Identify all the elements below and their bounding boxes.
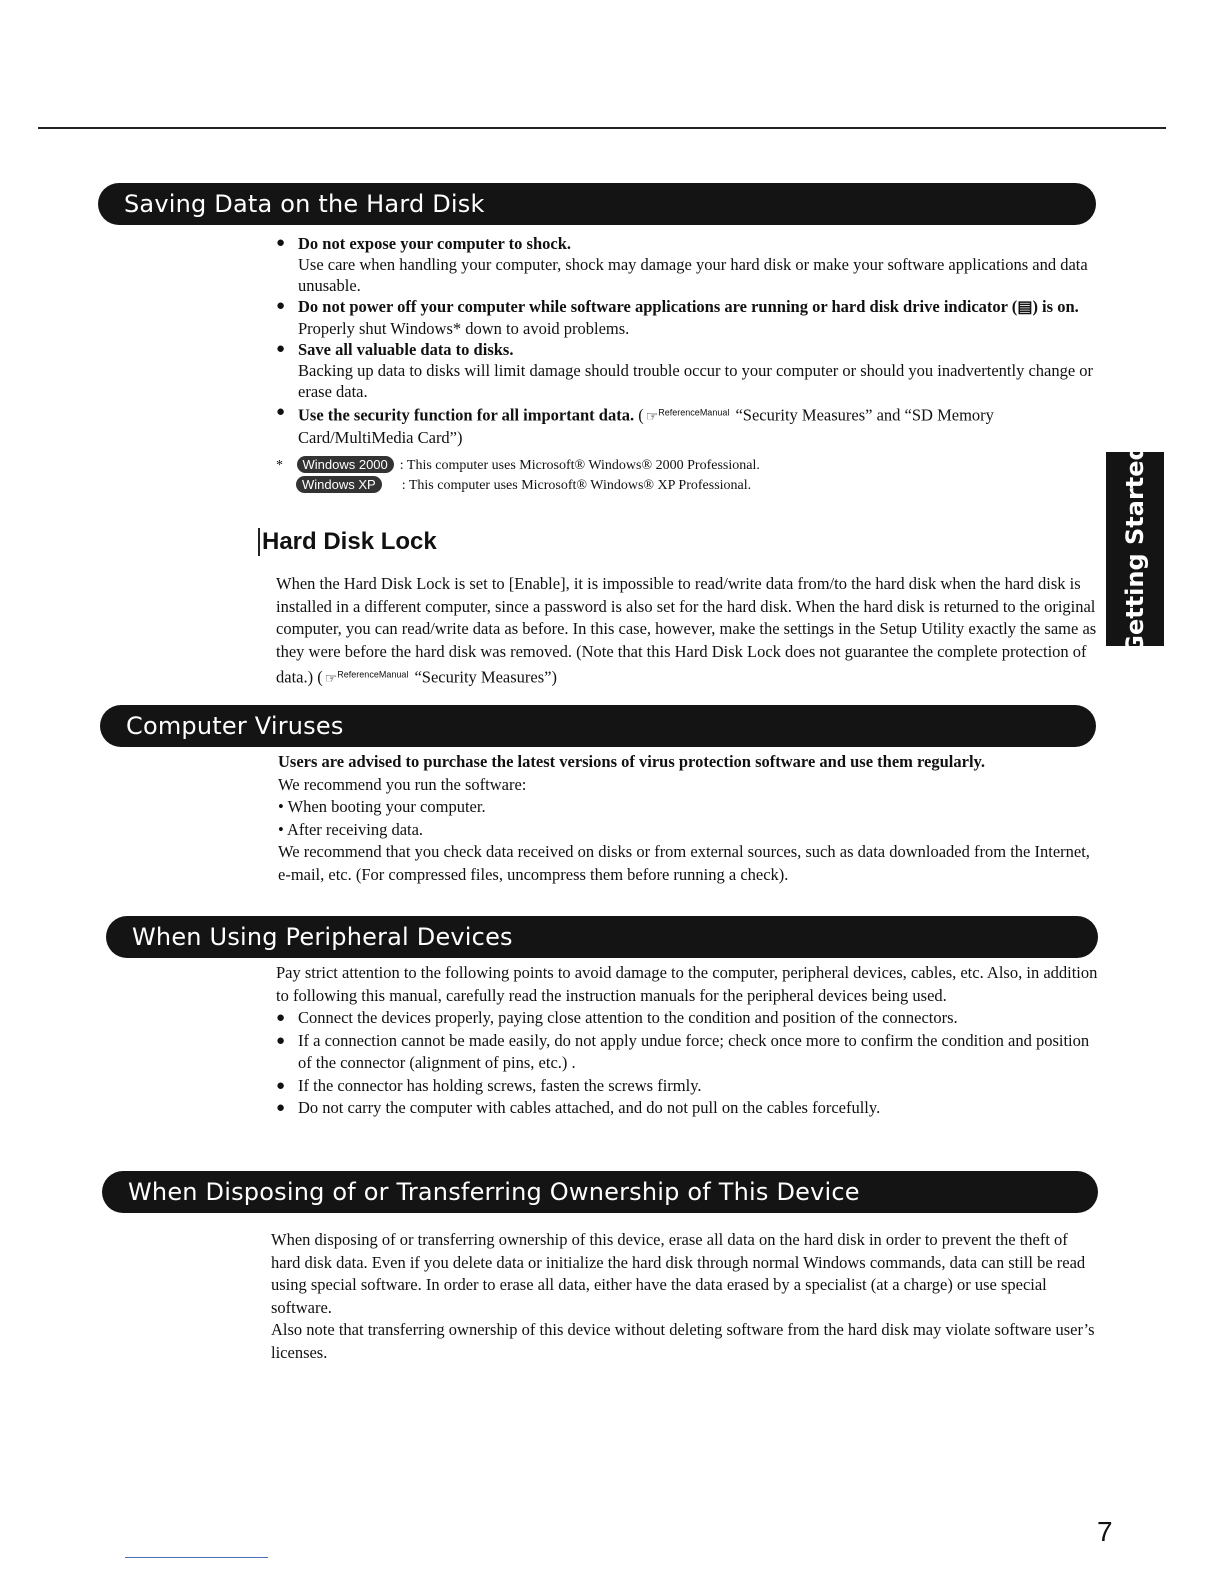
top-rule [38,127,1166,129]
disposing-para-1: When disposing of or transferring ownership of this device, erase all data on the hard disk in order to prevent the theft of hard disk data. Even if you delete data or initialize the hard disk through normal Windows commands, data can still be read using special software. In order to erase all data, either have the data erased by a specialist (at a charge) or use special software. [271,1230,1086,1317]
list-item-bullet [276,296,1098,318]
list-item-head-b: ) is on. [1032,297,1079,316]
list-item-head-a: Do not power off your computer while software applications are running or hard disk drive indicator ( [298,297,1018,316]
list-item-bullet: ● Do not expose your computer to shock. [276,233,1098,254]
section-title: Computer Viruses [126,712,344,740]
reference-manual-icon: ☞$^{ReferenceManual}$ [645,407,730,424]
section-header-disposing [102,1171,1098,1213]
viruses-content [278,751,1098,886]
viruses-recommend: We recommend you run the software: [278,774,527,794]
list-item-body: Properly shut Windows* down to avoid problems. [298,319,630,338]
windows-2000-badge: Windows 2000 [297,456,394,473]
os-note-2000: * Windows 2000 : This computer uses Microsoft® Windows® 2000 Professional. [276,456,760,473]
list-item-body: Backing up data to disks will limit damage should trouble occur to your computer or should you inadvertently change or erase data. [298,361,1094,401]
section-header-saving [98,183,1096,225]
list-item-bullet: ● If the connector has holding screws, fasten the screws firmly. [276,1075,1098,1098]
windows-xp-badge: Windows XP [296,476,382,493]
section-title: When Disposing of or Transferring Ownership of This Device [128,1178,860,1206]
list-item-bullet: ● Connect the devices properly, paying close attention to the condition and position of the connectors. [276,1007,1098,1030]
disposing-para-2: Also note that transferring ownership of this device without deleting software from the hard disk may violate software user’s licenses. [271,1320,1095,1362]
list-item-head: Use the security function for all important data. [298,405,635,425]
list-item-bullet: ● Do not carry the computer with cables attached, and do not pull on the cables forcefully. [276,1097,1098,1120]
list-item: • After receiving data. [278,819,424,839]
viruses-body: We recommend that you check data received on disks or from external sources, such as data downloaded from the Internet, e-mail, etc. (For compressed files, uncompress them before running a check). [278,842,1090,884]
reference-manual-icon: ☞$^{ReferenceManual}$ [324,669,409,686]
section-title: When Using Peripheral Devices [132,923,513,951]
section-header-viruses [100,705,1096,747]
saving-content [276,233,1098,496]
peripheral-content [276,962,1098,1120]
page-number: 7 [1097,1516,1113,1547]
section-header-peripheral [106,916,1098,958]
list-item-bullet: ● Save all valuable data to disks. [276,339,1098,360]
reference-text: “Security Measures”) [414,667,557,687]
section-title: Saving Data on the Hard Disk [124,190,485,218]
viruses-lead: Users are advised to purchase the latest versions of virus protection software and use them regularly. [278,752,986,771]
peripheral-intro: Pay strict attention to the following points to avoid damage to the computer, peripheral devices, cables, etc. Also, in addition to following this manual, carefully read the instruction manuals for the peripheral devices being used. [276,963,1098,1005]
list-item-bullet: ● If a connection cannot be made easily, do not apply undue force; check once more to confirm the condition and position of the connector (alignment of pins, etc.) . [276,1030,1098,1075]
bottom-rule [125,1557,268,1558]
hdlock-body: When the Hard Disk Lock is set to [Enable], it is impossible to read/write data from/to the hard disk when the hard disk is installed in a different computer, since a password is also set for the hard disk. When the hard disk is returned to the original computer, you can read/write data as before. In this case, however, make the settings in the Setup Utility exactly the same as they were before the hard disk was removed. (Note that this Hard Disk Lock does not guarantee the complete protection of data.) ( ☞$^{ReferenceManual}$ “Security Measures”) [276,574,1097,687]
side-tab-getting-started [1106,443,1164,655]
disposing-content [271,1229,1099,1364]
list-item-body: Use care when handling your computer, shock may damage your hard disk or make your software applications and data unusable. [298,255,1088,295]
os-note-xp: Windows XP : This computer uses Microsoft® Windows® XP Professional. [276,476,1098,496]
reference-text: “Security Measures” and “SD Memory Card/MultiMedia Card”) [298,405,994,447]
hdlock-content [276,573,1098,689]
subsection-title-hdlock: Hard Disk Lock [258,528,437,556]
side-tab-label: Getting Started [1121,443,1149,655]
list-item-bullet: ● Use the security function for all important data. ( ☞$^{ReferenceManual}$ “Security Measures” and “SD Memory Card/MultiMedia Card”) [276,402,1098,448]
os-notes [276,456,1098,496]
hard-disk-indicator-icon: ▤ [1017,299,1033,316]
list-item: • When booting your computer. [278,797,486,816]
